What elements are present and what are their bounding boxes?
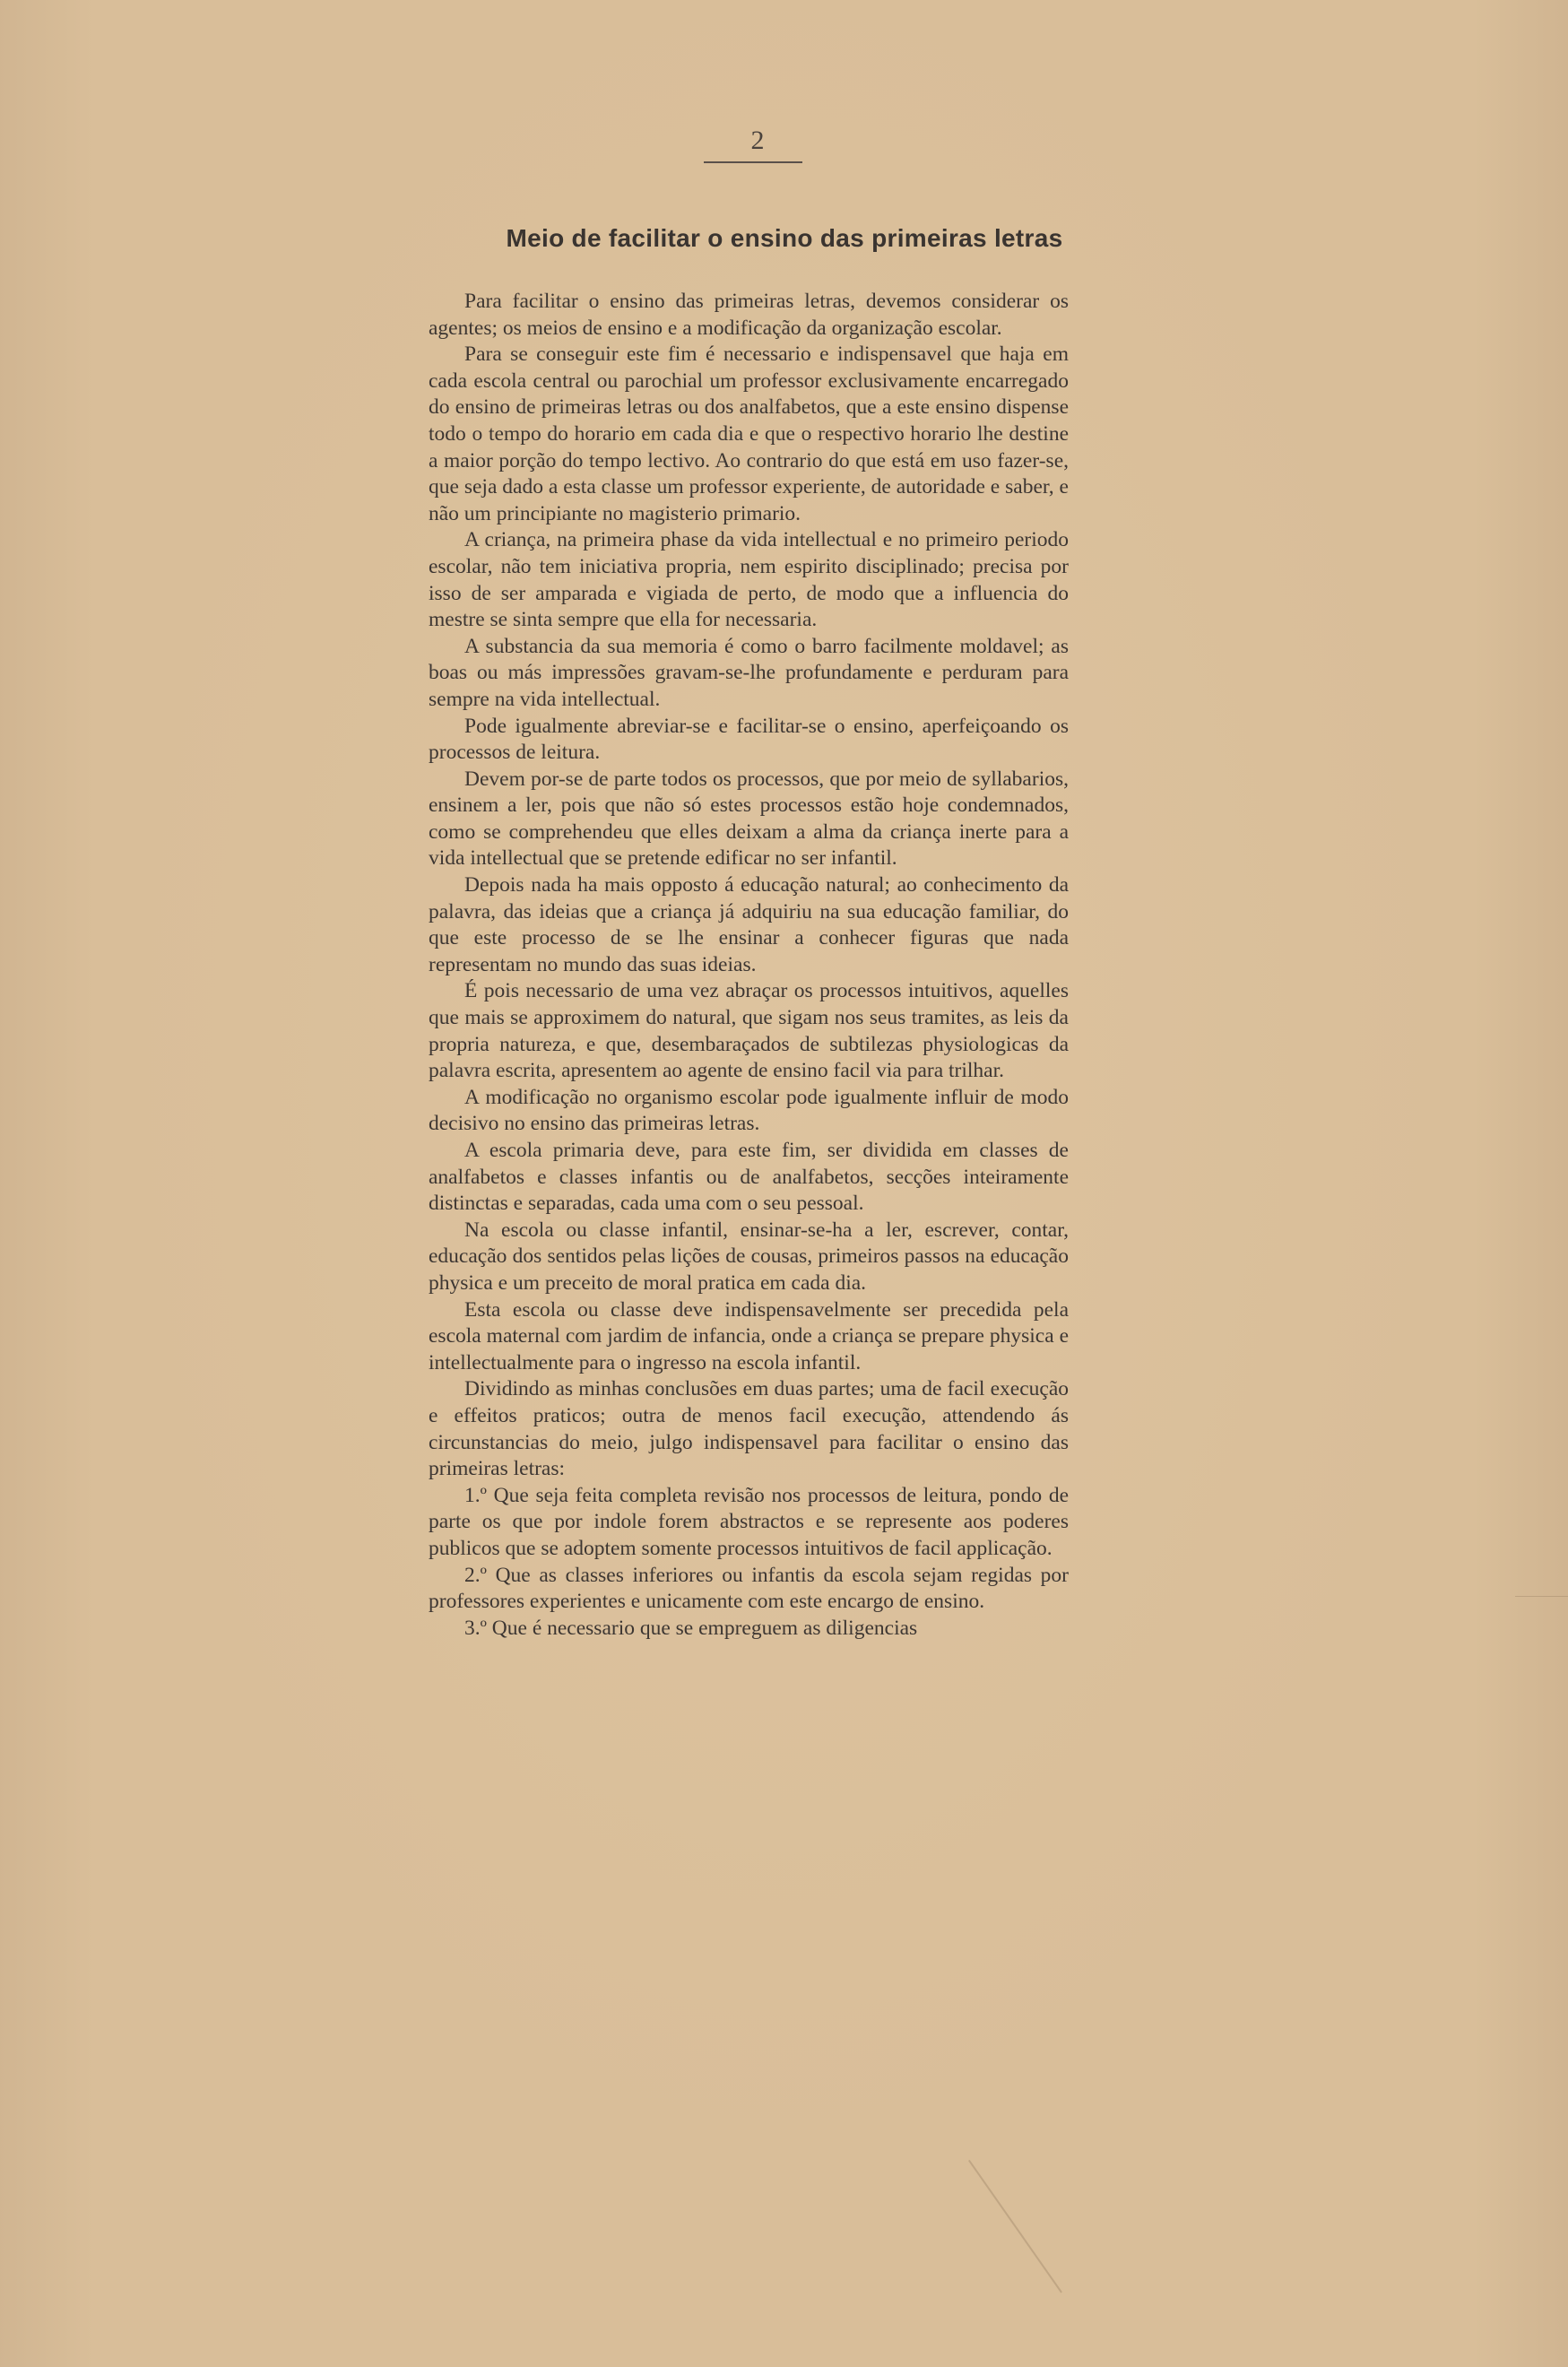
- paper-crease: [1515, 1596, 1568, 1597]
- paragraph: Devem por-se de parte todos os processos, que por meio de syllabarios, ensinem a ler, pois que não só estes processos estão hoje condemnados, como se comprehendeu que elles deixam a alma da criança inerte para a vida intellectual que se pretende edificar no ser infantil.: [429, 767, 1069, 871]
- paragraph: Depois nada ha mais opposto á educação natural; ao conhecimento da palavra, das ideias que a criança já adquiriu na sua educação familiar, do que este processo de se lhe ensinar a conhecer figuras que nada representam no mundo das suas ideias.: [429, 873, 1069, 976]
- paragraph: Esta escola ou classe deve indispensavelmente ser precedida pela escola maternal com jardim de infancia, onde a criança se prepare physica e intellectualmente para o ingresso na escola infantil.: [429, 1297, 1069, 1374]
- paragraph: A criança, na primeira phase da vida intellectual e no primeiro periodo escolar, não tem iniciativa propria, nem espirito disciplinado; precisa por isso de ser amparada e vigiada de perto, de modo que a influencia do mestre se sinta sempre que ella for necessaria.: [429, 528, 1069, 632]
- paragraph: Dividindo as minhas conclusões em duas partes; uma de facil execução e effeitos praticos; outra de menos facil execução, attendendo ás circunstancias do meio, julgo indispensavel para facilitar o ensino das primeiras letras:: [429, 1377, 1069, 1481]
- paragraph: Para se conseguir este fim é necessario e indispensavel que haja em cada escola central ou parochial um professor exclusivamente encarregado do ensino de primeiras letras ou dos analfabetos, que a este ensino dispense todo o tempo do horario em cada dia e que o respectivo horario lhe destine a maior porção do tempo lectivo. Ao contrario do que está em uso fazer-se, que seja dado a esta classe um professor experiente, de autoridade e saber, e não um principiante no magisterio primario.: [429, 342, 1069, 525]
- page-title: Meio de facilitar o ensino das primeiras letras: [506, 224, 1063, 252]
- body-text: [429, 289, 1069, 1642]
- page-number: 2: [750, 126, 765, 155]
- paper-crease: [968, 2160, 1062, 2293]
- paragraph: A substancia da sua memoria é como o barro facilmente moldavel; as boas ou más impressões gravam-se-lhe profundamente e perduram para sempre na vida intellectual.: [429, 634, 1069, 711]
- paragraph: Na escola ou classe infantil, ensinar-se-ha a ler, escrever, contar, educação dos sentidos pelas lições de cousas, primeiros passos na educação physica e um preceito de moral pratica em cada dia.: [429, 1218, 1069, 1295]
- paragraph: É pois necessario de uma vez abraçar os processos intuitivos, aquelles que mais se approximem do natural, que sigam nos seus tramites, as leis da propria natureza, e que, desembaraçados de subtilezas physiologicas da palavra escrita, apresentem ao agente de ensino facil via para trilhar.: [429, 979, 1069, 1083]
- paragraph: 1.º Que seja feita completa revisão nos processos de leitura, pondo de parte os que por indole forem abstractos e se represente aos poderes publicos que se adoptem somente processos intuitivos de facil applicação.: [429, 1483, 1069, 1560]
- paragraph: A escola primaria deve, para este fim, ser dividida em classes de analfabetos e classes infantis ou de analfabetos, secções inteiramente distinctas e separadas, cada uma com o seu pessoal.: [429, 1139, 1069, 1216]
- paragraph: Pode igualmente abreviar-se e facilitar-se o ensino, aperfeiçoando os processos de leitura.: [429, 714, 1069, 765]
- paragraph: A modificação no organismo escolar pode igualmente influir de modo decisivo no ensino das primeiras letras.: [429, 1085, 1069, 1136]
- page-number-rule: [704, 161, 802, 163]
- paragraph: 3.º Que é necessario que se empreguem as diligencias: [464, 1616, 918, 1640]
- paragraph: Para facilitar o ensino das primeiras letras, devemos considerar os agentes; os meios de ensino e a modificação da organização escolar.: [429, 290, 1069, 340]
- paragraph: 2.º Que as classes inferiores ou infantis da escola sejam regidas por professores experientes e unicamente com este encargo de ensino.: [429, 1563, 1069, 1614]
